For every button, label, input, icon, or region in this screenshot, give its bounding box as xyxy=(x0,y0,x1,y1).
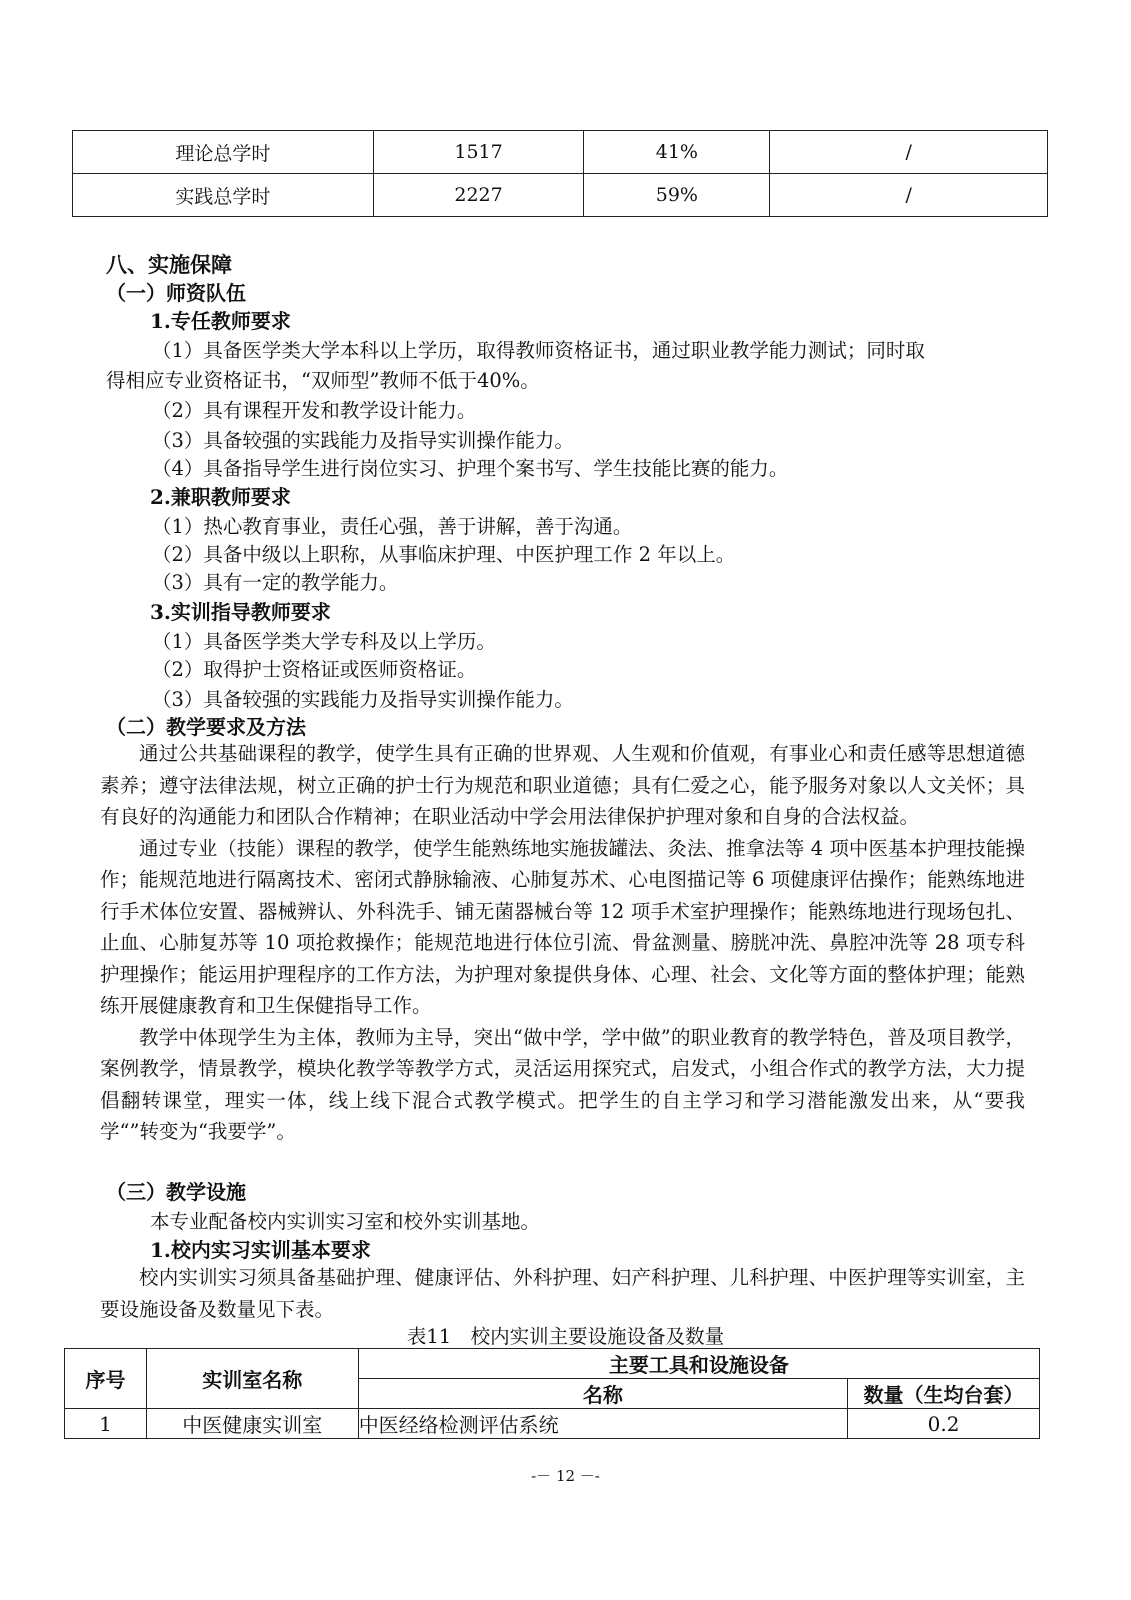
training-equipment-table xyxy=(64,1348,1040,1439)
table-row xyxy=(65,1409,1040,1439)
list-item: （2）具有课程开发和教学设计能力。 xyxy=(152,399,477,422)
note-value: / xyxy=(770,174,1048,217)
table-caption: 表11 校内实训主要设施设备及数量 xyxy=(406,1325,725,1348)
subsection-title: （二）教学要求及方法 xyxy=(106,715,306,739)
header-seq: 序号 xyxy=(65,1349,147,1409)
teaching-methods-body xyxy=(100,738,1025,1148)
list-item: （2）取得护士资格证或医师资格证。 xyxy=(152,658,477,681)
cell-room: 中医健康实训室 xyxy=(146,1409,358,1439)
paragraph: 通过公共基础课程的教学，使学生具有正确的世界观、人生观和价值观，有事业心和责任感等思想道德素养；遵守法律法规，树立正确的护士行为规范和职业道德；具有仁爱之心，能予服务对象以人文关怀；具有良好的沟通能力和团队合作精神；在职业活动中学会用法律保护护理对象和自身的合法权益。 xyxy=(100,742,1025,828)
list-item: （1）热心教育事业，责任心强，善于讲解，善于沟通。 xyxy=(152,515,633,538)
section-title: 八、实施保障 xyxy=(106,252,232,277)
heading: 2.兼职教师要求 xyxy=(150,485,291,509)
list-item: （3）具备较强的实践能力及指导实训操作能力。 xyxy=(152,429,574,452)
intro-text: 本专业配备校内实训实习室和校外实训基地。 xyxy=(150,1210,541,1233)
paragraph: 校内实训实习须具备基础护理、健康评估、外科护理、妇产科护理、儿科护理、中医护理等实训室，主要设施设备及数量见下表。 xyxy=(100,1266,1025,1321)
table-row xyxy=(73,131,1048,174)
row-label: 实践总学时 xyxy=(73,174,374,217)
header-qty: 数量（生均台套） xyxy=(848,1379,1040,1409)
hours-value: 1517 xyxy=(373,131,584,174)
hours-summary-table xyxy=(72,130,1048,217)
page-number: -－ 12 －- xyxy=(531,1467,600,1485)
heading: 1.专任教师要求 xyxy=(150,309,291,333)
hours-value: 2227 xyxy=(373,174,584,217)
cell-name: 中医经络检测评估系统 xyxy=(358,1409,847,1439)
percent-value: 41% xyxy=(584,131,770,174)
header-name: 名称 xyxy=(358,1379,847,1409)
list-item: （1）具备医学类大学本科以上学历，取得教师资格证书，通过职业教学能力测试；同时取 xyxy=(152,339,925,362)
list-item: （3）具备较强的实践能力及指导实训操作能力。 xyxy=(152,688,574,711)
header-group: 主要工具和设施设备 xyxy=(358,1349,1039,1379)
paragraph: 教学中体现学生为主体，教师为主导，突出“做中学，学中做”的职业教育的教学特色，普及项目教学，案例教学，情景教学，模块化教学等教学方式，灵活运用探究式，启发式，小组合作式的教学方法，大力提倡翻转课堂，理实一体，线上线下混合式教学模式。把学生的自主学习和学习潜能激发出来，从“要我学“”转变为“我要学”。 xyxy=(100,1025,1025,1143)
heading: 1.校内实习实训基本要求 xyxy=(150,1238,371,1262)
table-header-row xyxy=(65,1349,1040,1379)
row-label: 理论总学时 xyxy=(73,131,374,174)
note-value: / xyxy=(770,131,1048,174)
table-row xyxy=(73,174,1048,217)
list-item: （2）具备中级以上职称，从事临床护理、中医护理工作 2 年以上。 xyxy=(152,543,736,566)
cell-seq: 1 xyxy=(65,1409,147,1439)
list-item: （4）具备指导学生进行岗位实习、护理个案书写、学生技能比赛的能力。 xyxy=(152,457,789,480)
cell-qty: 0.2 xyxy=(848,1409,1040,1439)
subsection-title: （三）教学设施 xyxy=(106,1180,246,1204)
paragraph: 通过专业（技能）课程的教学，使学生能熟练地实施拔罐法、灸法、推拿法等 4 项中医基本护理技能操作；能规范地进行隔离技术、密闭式静脉输液、心肺复苏术、心电图描记等 6 项健康评估操作；能熟练地进行手术体位安置、器械辨认、外科洗手、铺无菌器械台等 12 项手术室护理操作；能熟练地进行现场包扎、止血、心肺复苏等 10 项抢救操作；能规范地进行体位引流、骨盆测量、膀胱冲洗、鼻腔冲洗等 28 项专科护理操作；能运用护理程序的工作方法，为护理对象提供身体、心理、社会、文化等方面的整体护理；能熟练开展健康教育和卫生保健指导工作。 xyxy=(100,836,1025,1017)
heading: 3.实训指导教师要求 xyxy=(150,600,331,624)
percent-value: 59% xyxy=(584,174,770,217)
subsection-title: （一）师资队伍 xyxy=(106,281,246,305)
header-room: 实训室名称 xyxy=(146,1349,358,1409)
list-item: （1）具备医学类大学专科及以上学历。 xyxy=(152,630,496,653)
list-item: 得相应专业资格证书，“双师型”教师不低于40%。 xyxy=(106,369,540,392)
list-item: （3）具有一定的教学能力。 xyxy=(152,571,399,594)
